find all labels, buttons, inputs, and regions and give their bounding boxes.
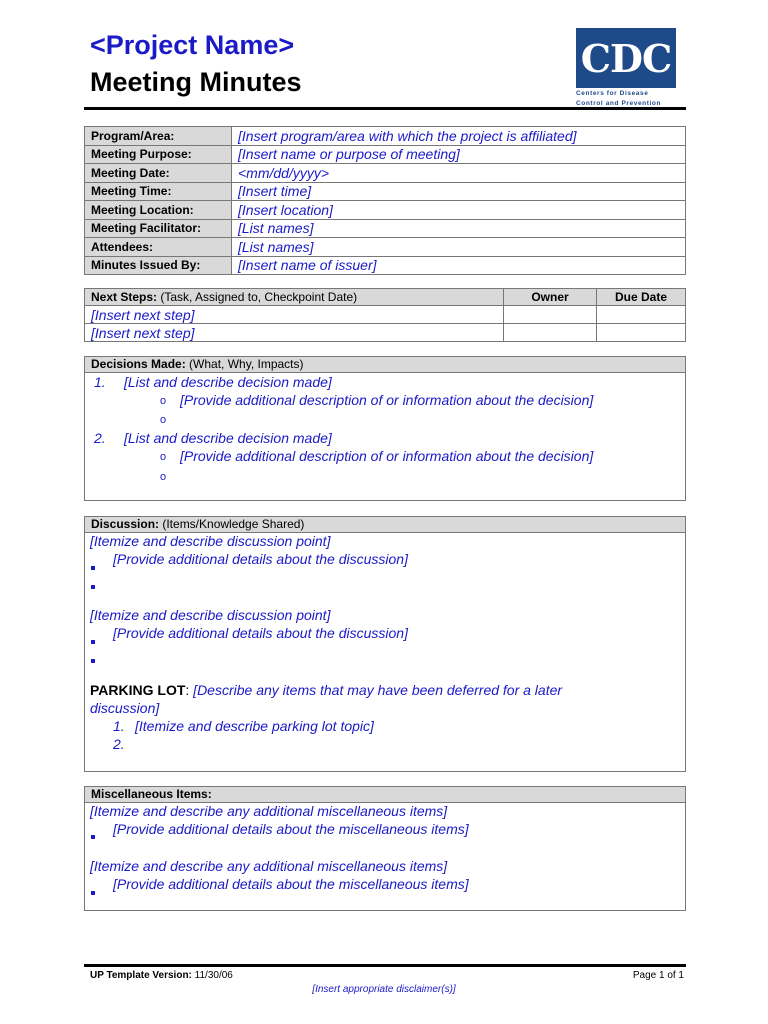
meeting-date-label: Meeting Date: bbox=[85, 164, 232, 183]
table-row bbox=[85, 238, 686, 257]
project-name-title: <Project Name> bbox=[90, 30, 295, 60]
misc-header bbox=[85, 787, 685, 803]
square-bullet-icon bbox=[91, 650, 95, 668]
cdc-logo-line1: Centers for Disease bbox=[576, 90, 649, 97]
meeting-purpose-label: Meeting Purpose: bbox=[85, 145, 232, 164]
program-area-value[interactable]: [Insert program/area with which the project is affiliated] bbox=[232, 127, 686, 146]
misc-item[interactable]: [Itemize and describe any additional miscellaneous items] bbox=[90, 803, 448, 819]
discussion-header bbox=[85, 517, 685, 533]
table-row bbox=[85, 127, 686, 146]
parking-lot-label: PARKING LOT bbox=[90, 682, 186, 698]
meeting-time-label: Meeting Time: bbox=[85, 182, 232, 201]
table-row bbox=[85, 182, 686, 201]
minutes-issued-by-label: Minutes Issued By: bbox=[85, 256, 232, 275]
parking-lot-text-cont[interactable]: discussion] bbox=[90, 700, 160, 716]
template-version-label: UP Template Version: bbox=[90, 970, 192, 981]
meeting-purpose-value[interactable]: [Insert name or purpose of meeting] bbox=[232, 145, 686, 164]
misc-detail[interactable]: [Provide additional details about the miscellaneous items] bbox=[113, 876, 469, 892]
decision-sub-item[interactable]: [Provide additional description of or information about the decision] bbox=[180, 392, 594, 408]
next-steps-header-note: (Task, Assigned to, Checkpoint Date) bbox=[157, 290, 358, 304]
next-step-cell[interactable]: [Insert next step] bbox=[85, 306, 504, 324]
discussion-detail[interactable]: [Provide additional details about the discussion] bbox=[113, 551, 408, 567]
meeting-location-label: Meeting Location: bbox=[85, 201, 232, 220]
discussion-header-note: (Items/Knowledge Shared) bbox=[159, 517, 305, 531]
parking-lot-item[interactable]: [Itemize and describe parking lot topic] bbox=[135, 718, 374, 734]
meeting-time-value[interactable]: [Insert time] bbox=[232, 182, 686, 201]
template-version bbox=[90, 970, 233, 981]
page-number: Page 1 of 1 bbox=[632, 970, 684, 981]
owner-cell[interactable] bbox=[504, 306, 597, 324]
table-row bbox=[85, 201, 686, 220]
due-date-column-header: Due Date bbox=[597, 289, 686, 306]
table-row bbox=[85, 256, 686, 275]
next-step-cell[interactable]: [Insert next step] bbox=[85, 324, 504, 342]
discussion-detail[interactable]: [Provide additional details about the discussion] bbox=[113, 625, 408, 641]
misc-item[interactable]: [Itemize and describe any additional miscellaneous items] bbox=[90, 858, 448, 874]
due-date-cell[interactable] bbox=[597, 306, 686, 324]
template-version-value: 11/30/06 bbox=[191, 970, 233, 981]
due-date-cell[interactable] bbox=[597, 324, 686, 342]
parking-lot-colon: : bbox=[185, 682, 190, 698]
meeting-facilitator-label: Meeting Facilitator: bbox=[85, 219, 232, 238]
cdc-logo bbox=[576, 28, 680, 108]
decisions-header-note: (What, Why, Impacts) bbox=[185, 357, 304, 371]
decisions-header-bold: Decisions Made: bbox=[91, 357, 186, 371]
decision-item[interactable]: [List and describe decision made] bbox=[124, 430, 332, 446]
table-row bbox=[85, 164, 686, 183]
table-row bbox=[85, 306, 686, 324]
parking-lot-line bbox=[90, 682, 562, 698]
misc-detail[interactable]: [Provide additional details about the miscellaneous items] bbox=[113, 821, 469, 837]
minutes-issued-by-value[interactable]: [Insert name of issuer] bbox=[232, 256, 686, 275]
hollow-bullet-icon: o bbox=[160, 471, 167, 483]
parking-lot-number: 1. bbox=[113, 718, 125, 734]
cdc-logo-mark: CDC bbox=[576, 28, 676, 88]
meeting-date-value[interactable]: <mm/dd/yyyy> bbox=[232, 164, 686, 183]
meeting-info-table bbox=[84, 126, 686, 275]
parking-lot-text[interactable]: [Describe any items that may have been deferred for a later bbox=[189, 682, 563, 698]
owner-cell[interactable] bbox=[504, 324, 597, 342]
square-bullet-icon bbox=[91, 557, 95, 575]
hollow-bullet-icon: o bbox=[160, 451, 167, 463]
table-row bbox=[85, 219, 686, 238]
next-steps-header bbox=[85, 289, 504, 306]
square-bullet-icon bbox=[91, 826, 95, 844]
attendees-value[interactable]: [List names] bbox=[232, 238, 686, 257]
decision-sub-item[interactable]: [Provide additional description of or information about the decision] bbox=[180, 448, 594, 464]
program-area-label: Program/Area: bbox=[85, 127, 232, 146]
next-steps-table bbox=[84, 288, 686, 342]
square-bullet-icon bbox=[91, 576, 95, 594]
header-rule bbox=[84, 107, 686, 110]
decision-item[interactable]: [List and describe decision made] bbox=[124, 374, 332, 390]
parking-lot-number: 2. bbox=[113, 736, 125, 752]
owner-column-header: Owner bbox=[504, 289, 597, 306]
hollow-bullet-icon: o bbox=[160, 395, 167, 407]
discussion-header-bold: Discussion: bbox=[91, 517, 160, 531]
hollow-bullet-icon: o bbox=[160, 414, 167, 426]
decision-number: 2. bbox=[94, 430, 106, 446]
discussion-point[interactable]: [Itemize and describe discussion point] bbox=[90, 533, 331, 549]
next-steps-header-bold: Next Steps: bbox=[91, 290, 158, 304]
table-row bbox=[85, 145, 686, 164]
disclaimer[interactable]: [Insert appropriate disclaimer(s)] bbox=[312, 984, 456, 995]
square-bullet-icon bbox=[91, 882, 95, 900]
misc-header-bold: Miscellaneous Items: bbox=[91, 787, 212, 801]
table-header-row bbox=[85, 289, 686, 306]
document-title: Meeting Minutes bbox=[90, 67, 302, 97]
discussion-point[interactable]: [Itemize and describe discussion point] bbox=[90, 607, 331, 623]
decisions-header bbox=[85, 357, 685, 373]
meeting-facilitator-value[interactable]: [List names] bbox=[232, 219, 686, 238]
square-bullet-icon bbox=[91, 631, 95, 649]
decision-number: 1. bbox=[94, 374, 106, 390]
cdc-logo-line2: Control and Prevention bbox=[576, 100, 662, 107]
attendees-label: Attendees: bbox=[85, 238, 232, 257]
table-row bbox=[85, 324, 686, 342]
footer-rule bbox=[84, 964, 686, 967]
meeting-location-value[interactable]: [Insert location] bbox=[232, 201, 686, 220]
